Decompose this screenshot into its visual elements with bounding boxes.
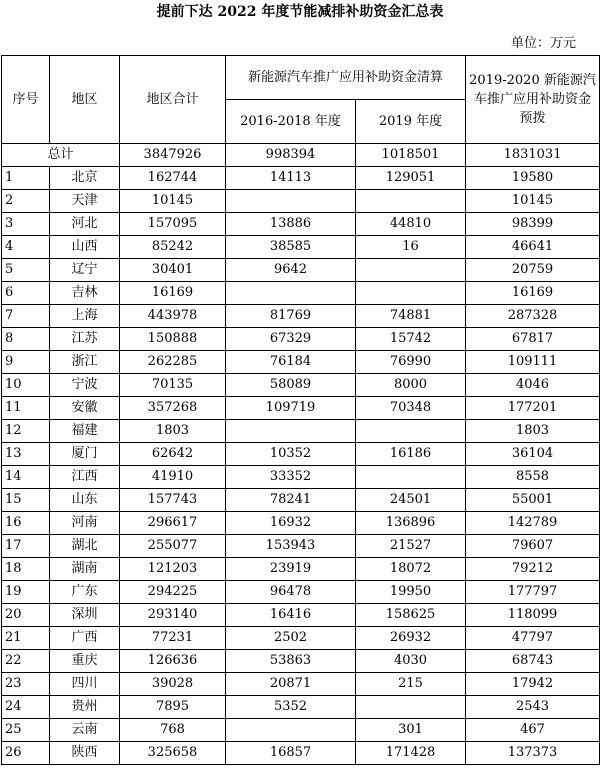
header-clearing-group: 新能源汽车推广应用补助资金清算: [226, 56, 466, 100]
row-index: 6: [2, 282, 50, 305]
table-row: [2, 673, 600, 696]
region-total: 39028: [120, 673, 226, 696]
region-total: 30401: [120, 259, 226, 282]
clearing-2019: 18072: [356, 558, 466, 581]
clearing-2019: [356, 190, 466, 213]
header-total: 地区合计: [120, 56, 226, 144]
row-index: 1: [2, 167, 50, 190]
table-row: [2, 167, 600, 190]
advance-2019-2020: 16169: [466, 282, 600, 305]
region-name: 天津: [50, 190, 120, 213]
clearing-2019: [356, 466, 466, 489]
region-total: 325658: [120, 742, 226, 765]
advance-2019-2020: 68743: [466, 650, 600, 673]
region-name: 河南: [50, 512, 120, 535]
clearing-2019: 158625: [356, 604, 466, 627]
region-total: 162744: [120, 167, 226, 190]
table-row: [2, 351, 600, 374]
region-total: 157095: [120, 213, 226, 236]
region-name: 安徽: [50, 397, 120, 420]
row-index: 19: [2, 581, 50, 604]
row-index: 15: [2, 489, 50, 512]
row-index: 14: [2, 466, 50, 489]
advance-2019-2020: 20759: [466, 259, 600, 282]
table-row: [2, 696, 600, 719]
advance-2019-2020: 1803: [466, 420, 600, 443]
summary-label: 总计: [2, 144, 120, 167]
clearing-2016-2018: 153943: [226, 535, 356, 558]
table-row: [2, 374, 600, 397]
table-row: [2, 466, 600, 489]
clearing-2019: 171428: [356, 742, 466, 765]
page-title: 提前下达 2022 年度节能减排补助资金汇总表: [156, 4, 444, 20]
region-name: 广东: [50, 581, 120, 604]
region-name: 上海: [50, 305, 120, 328]
region-total: 443978: [120, 305, 226, 328]
region-name: 陕西: [50, 742, 120, 765]
clearing-2016-2018: 109719: [226, 397, 356, 420]
subsidy-table: [1, 55, 600, 765]
table-row: [2, 213, 600, 236]
header-region: 地区: [50, 56, 120, 144]
clearing-2019: [356, 259, 466, 282]
clearing-2019: [356, 420, 466, 443]
region-name: 宁波: [50, 374, 120, 397]
clearing-2019: 44810: [356, 213, 466, 236]
advance-2019-2020: 287328: [466, 305, 600, 328]
row-index: 20: [2, 604, 50, 627]
region-name: 山西: [50, 236, 120, 259]
advance-2019-2020: 10145: [466, 190, 600, 213]
clearing-2016-2018: 20871: [226, 673, 356, 696]
clearing-2019: 70348: [356, 397, 466, 420]
advance-2019-2020: 46641: [466, 236, 600, 259]
clearing-2019: 301: [356, 719, 466, 742]
region-total: 16169: [120, 282, 226, 305]
row-index: 26: [2, 742, 50, 765]
region-name: 浙江: [50, 351, 120, 374]
region-name: 四川: [50, 673, 120, 696]
summary-advance: 1831031: [466, 144, 600, 167]
clearing-2016-2018: 67329: [226, 328, 356, 351]
clearing-2016-2018: 76184: [226, 351, 356, 374]
table-row: [2, 512, 600, 535]
advance-2019-2020: 177201: [466, 397, 600, 420]
advance-2019-2020: 467: [466, 719, 600, 742]
row-index: 2: [2, 190, 50, 213]
clearing-2016-2018: 2502: [226, 627, 356, 650]
clearing-2019: 4030: [356, 650, 466, 673]
region-total: 85242: [120, 236, 226, 259]
advance-2019-2020: 109111: [466, 351, 600, 374]
row-index: 18: [2, 558, 50, 581]
region-name: 辽宁: [50, 259, 120, 282]
region-name: 云南: [50, 719, 120, 742]
row-index: 17: [2, 535, 50, 558]
table-row: [2, 282, 600, 305]
table-row: [2, 627, 600, 650]
table-row: [2, 443, 600, 466]
region-name: 厦门: [50, 443, 120, 466]
clearing-2016-2018: 38585: [226, 236, 356, 259]
advance-2019-2020: 142789: [466, 512, 600, 535]
region-name: 北京: [50, 167, 120, 190]
clearing-2019: [356, 282, 466, 305]
region-total: 126636: [120, 650, 226, 673]
region-total: 294225: [120, 581, 226, 604]
table-row: [2, 742, 600, 765]
table-row: [2, 581, 600, 604]
header-period-2016-2018: 2016-2018 年度: [226, 100, 356, 144]
clearing-2016-2018: [226, 190, 356, 213]
clearing-2016-2018: 58089: [226, 374, 356, 397]
row-index: 24: [2, 696, 50, 719]
row-index: 23: [2, 673, 50, 696]
table-row: [2, 328, 600, 351]
advance-2019-2020: 98399: [466, 213, 600, 236]
table-row: [2, 650, 600, 673]
summary-period1: 998394: [226, 144, 356, 167]
summary-period2: 1018501: [356, 144, 466, 167]
table-row: [2, 558, 600, 581]
row-index: 7: [2, 305, 50, 328]
table-row: [2, 305, 600, 328]
region-total: 255077: [120, 535, 226, 558]
clearing-2016-2018: 16932: [226, 512, 356, 535]
clearing-2019: 26932: [356, 627, 466, 650]
table-row: [2, 420, 600, 443]
clearing-2016-2018: 53863: [226, 650, 356, 673]
clearing-2019: 16186: [356, 443, 466, 466]
clearing-2016-2018: 16857: [226, 742, 356, 765]
clearing-2019: 129051: [356, 167, 466, 190]
clearing-2019: [356, 696, 466, 719]
region-total: 293140: [120, 604, 226, 627]
clearing-2016-2018: 96478: [226, 581, 356, 604]
advance-2019-2020: 55001: [466, 489, 600, 512]
region-name: 深圳: [50, 604, 120, 627]
clearing-2016-2018: [226, 282, 356, 305]
table-row: [2, 236, 600, 259]
advance-2019-2020: 47797: [466, 627, 600, 650]
region-name: 江西: [50, 466, 120, 489]
row-index: 9: [2, 351, 50, 374]
advance-2019-2020: 79607: [466, 535, 600, 558]
region-name: 重庆: [50, 650, 120, 673]
region-name: 贵州: [50, 696, 120, 719]
row-index: 11: [2, 397, 50, 420]
region-total: 357268: [120, 397, 226, 420]
advance-2019-2020: 17942: [466, 673, 600, 696]
summary-total: 3847926: [120, 144, 226, 167]
header-advance: 2019-2020 新能源汽车推广应用补助资金预拨: [466, 56, 600, 144]
clearing-2016-2018: 78241: [226, 489, 356, 512]
clearing-2016-2018: [226, 420, 356, 443]
region-total: 41910: [120, 466, 226, 489]
advance-2019-2020: 79212: [466, 558, 600, 581]
clearing-2016-2018: 33352: [226, 466, 356, 489]
clearing-2016-2018: 23919: [226, 558, 356, 581]
region-name: 吉林: [50, 282, 120, 305]
region-name: 山东: [50, 489, 120, 512]
clearing-2016-2018: [226, 719, 356, 742]
table-row: [2, 604, 600, 627]
region-name: 江苏: [50, 328, 120, 351]
row-index: 13: [2, 443, 50, 466]
region-total: 70135: [120, 374, 226, 397]
summary-row: [2, 144, 600, 167]
clearing-2016-2018: 5352: [226, 696, 356, 719]
advance-2019-2020: 36104: [466, 443, 600, 466]
row-index: 22: [2, 650, 50, 673]
row-index: 12: [2, 420, 50, 443]
region-name: 湖南: [50, 558, 120, 581]
region-total: 121203: [120, 558, 226, 581]
row-index: 21: [2, 627, 50, 650]
advance-2019-2020: 177797: [466, 581, 600, 604]
region-total: 296617: [120, 512, 226, 535]
clearing-2019: 16: [356, 236, 466, 259]
clearing-2019: 15742: [356, 328, 466, 351]
clearing-2016-2018: 9642: [226, 259, 356, 282]
clearing-2016-2018: 13886: [226, 213, 356, 236]
advance-2019-2020: 19580: [466, 167, 600, 190]
advance-2019-2020: 8558: [466, 466, 600, 489]
region-total: 7895: [120, 696, 226, 719]
table-row: [2, 489, 600, 512]
row-index: 5: [2, 259, 50, 282]
clearing-2019: 136896: [356, 512, 466, 535]
clearing-2019: 8000: [356, 374, 466, 397]
region-total: 157743: [120, 489, 226, 512]
region-total: 768: [120, 719, 226, 742]
region-name: 福建: [50, 420, 120, 443]
clearing-2016-2018: 10352: [226, 443, 356, 466]
row-index: 4: [2, 236, 50, 259]
header-period-2019: 2019 年度: [356, 100, 466, 144]
table-row: [2, 719, 600, 742]
clearing-2019: 76990: [356, 351, 466, 374]
row-index: 16: [2, 512, 50, 535]
table-row: [2, 535, 600, 558]
region-name: 广西: [50, 627, 120, 650]
region-total: 150888: [120, 328, 226, 351]
row-index: 3: [2, 213, 50, 236]
clearing-2016-2018: 81769: [226, 305, 356, 328]
region-total: 262285: [120, 351, 226, 374]
table-row: [2, 190, 600, 213]
clearing-2019: 19950: [356, 581, 466, 604]
table-row: [2, 259, 600, 282]
advance-2019-2020: 2543: [466, 696, 600, 719]
region-total: 77231: [120, 627, 226, 650]
advance-2019-2020: 67817: [466, 328, 600, 351]
header-index: 序号: [2, 56, 50, 144]
clearing-2019: 215: [356, 673, 466, 696]
unit-label: 单位：万元: [510, 36, 576, 51]
row-index: 10: [2, 374, 50, 397]
row-index: 8: [2, 328, 50, 351]
advance-2019-2020: 137373: [466, 742, 600, 765]
advance-2019-2020: 4046: [466, 374, 600, 397]
row-index: 25: [2, 719, 50, 742]
advance-2019-2020: 118099: [466, 604, 600, 627]
table-row: [2, 397, 600, 420]
clearing-2019: 74881: [356, 305, 466, 328]
region-name: 湖北: [50, 535, 120, 558]
clearing-2016-2018: 14113: [226, 167, 356, 190]
region-name: 河北: [50, 213, 120, 236]
clearing-2019: 21527: [356, 535, 466, 558]
clearing-2016-2018: 16416: [226, 604, 356, 627]
clearing-2019: 24501: [356, 489, 466, 512]
region-total: 62642: [120, 443, 226, 466]
region-total: 1803: [120, 420, 226, 443]
region-total: 10145: [120, 190, 226, 213]
